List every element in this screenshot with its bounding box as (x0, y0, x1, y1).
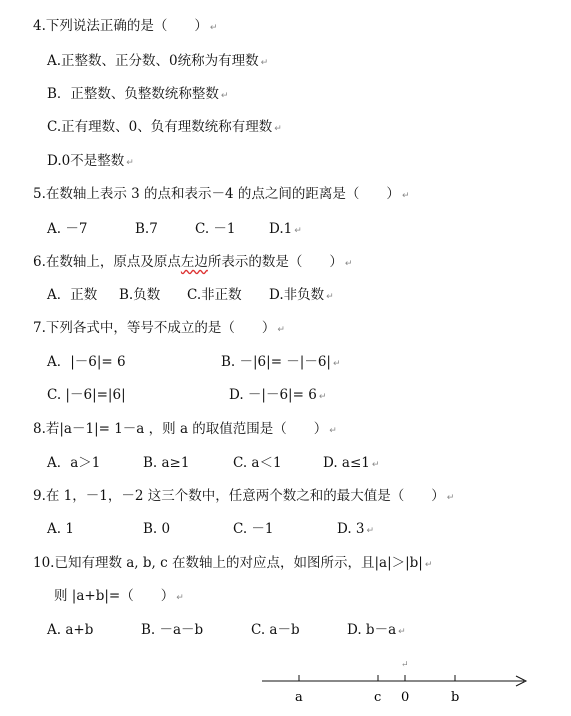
q10-option-a: A. a+b (47, 622, 94, 638)
paragraph-mark-icon: ↵ (332, 359, 341, 369)
q8-options (47, 453, 379, 475)
paragraph-mark-icon: ↵ (401, 660, 409, 670)
q7-option-b: B. －|6|= －|－6| (221, 354, 331, 370)
paragraph-mark-icon: ↵ (326, 292, 334, 302)
paragraph-mark-icon: ↵ (176, 593, 184, 603)
q7-stem: 7.下列各式中，等号不成立的是（ ） ↵ (33, 320, 285, 336)
paragraph-mark-icon: ↵ (220, 91, 229, 101)
paragraph-mark-icon: ↵ (424, 560, 433, 570)
q10-stem: 10.已知有理数 a, b, c 在数轴上的对应点，如图所示，且|a|＞|b| ↵ (33, 555, 433, 571)
paragraph-mark-icon: ↵ (274, 124, 282, 134)
q8-option-d: D. a≤1 (323, 455, 370, 471)
q7-option-c: C. |－6|=|6| (47, 387, 126, 403)
q5-option-c: C. －1 (195, 221, 236, 237)
q7-option-d: D. －|－6|= 6 (229, 387, 317, 403)
q9-option-b: B. 0 (143, 521, 171, 537)
paragraph-mark-icon: ↵ (344, 259, 353, 269)
q6-options (47, 285, 334, 307)
q4-option-b: B．正整数、负整数统称整数 ↵ (47, 86, 229, 102)
q8-option-a: A．a＞1 (47, 455, 101, 471)
paragraph-mark-icon: ↵ (126, 158, 134, 168)
q6-option-c: C.非正数 (187, 287, 242, 303)
number-line-label-0: 0 (401, 690, 410, 705)
q8-option-b: B. a≥1 (143, 455, 190, 471)
paragraph-mark-icon: ↵ (398, 627, 406, 637)
q6-stem: 6.在数轴上，原点及原点左边所表示的数是（ ） ↵ (33, 254, 353, 270)
paragraph-mark-icon: ↵ (401, 191, 410, 201)
paragraph-mark-icon: ↵ (277, 325, 285, 335)
arrow-right-icon (516, 676, 526, 686)
q9-stem: 9.在 1，－1，－2 这三个数中，任意两个数之和的最大值是（ ） ↵ (33, 488, 455, 504)
q6-option-a: A．正数 (47, 287, 98, 303)
paragraph-mark-icon: ↵ (294, 226, 302, 236)
q9-option-c: C. －1 (233, 521, 274, 537)
q4-option-a: A.正整数、正分数、0统称为有理数 ↵ (47, 53, 269, 69)
paragraph-mark-icon: ↵ (366, 526, 375, 536)
paragraph-mark-icon: ↵ (318, 392, 327, 402)
q10-option-c: C. a－b (251, 622, 300, 638)
q4-option-d: D.0不是整数 ↵ (47, 153, 134, 169)
paragraph-mark-icon: ↵ (329, 426, 337, 436)
q10-options (47, 620, 406, 642)
q5-option-a: A. －7 (47, 221, 88, 237)
q6-option-d: D.非负数 (269, 287, 325, 303)
q10-stem-continued: 则 |a+b|=（ ） ↵ (54, 588, 184, 604)
q4-option-c: C.正有理数、0、负有理数统称有理数 ↵ (47, 119, 282, 135)
q5-option-b: B.7 (135, 221, 158, 237)
q6-option-b: B.负数 (119, 287, 161, 303)
q7-options-cd (47, 385, 326, 407)
q7-option-a: A．|－6|= 6 (47, 354, 126, 370)
q10-option-b: B. －a－b (141, 622, 204, 638)
q9-option-a: A. 1 (47, 521, 74, 537)
paragraph-mark-icon: ↵ (209, 23, 218, 33)
q8-stem: 8.若|a－1|= 1－a ，则 a 的取值范围是（ ） ↵ (33, 421, 337, 437)
q9-options (47, 519, 374, 541)
q8-option-c: C. a＜1 (233, 455, 282, 471)
paragraph-mark-icon: ↵ (371, 460, 380, 470)
q9-option-d: D. 3 (337, 521, 365, 537)
number-line-label-c: c (374, 690, 382, 705)
q7-options-ab (47, 352, 341, 374)
number-line-label-b: b (451, 690, 460, 705)
paragraph-mark-icon: ↵ (260, 58, 269, 68)
paragraph-mark-icon: ↵ (446, 493, 455, 503)
q10-option-d: D. b－a (347, 622, 397, 638)
q5-option-d: D.1 (269, 221, 293, 237)
number-line-label-a: a (295, 690, 303, 705)
q4-stem: 4.下列说法正确的是（ ） ↵ (33, 18, 218, 34)
q5-stem: 5.在数轴上表示 3 的点和表示－4 的点之间的距离是（ ） ↵ (33, 186, 410, 202)
q5-options (47, 219, 302, 241)
